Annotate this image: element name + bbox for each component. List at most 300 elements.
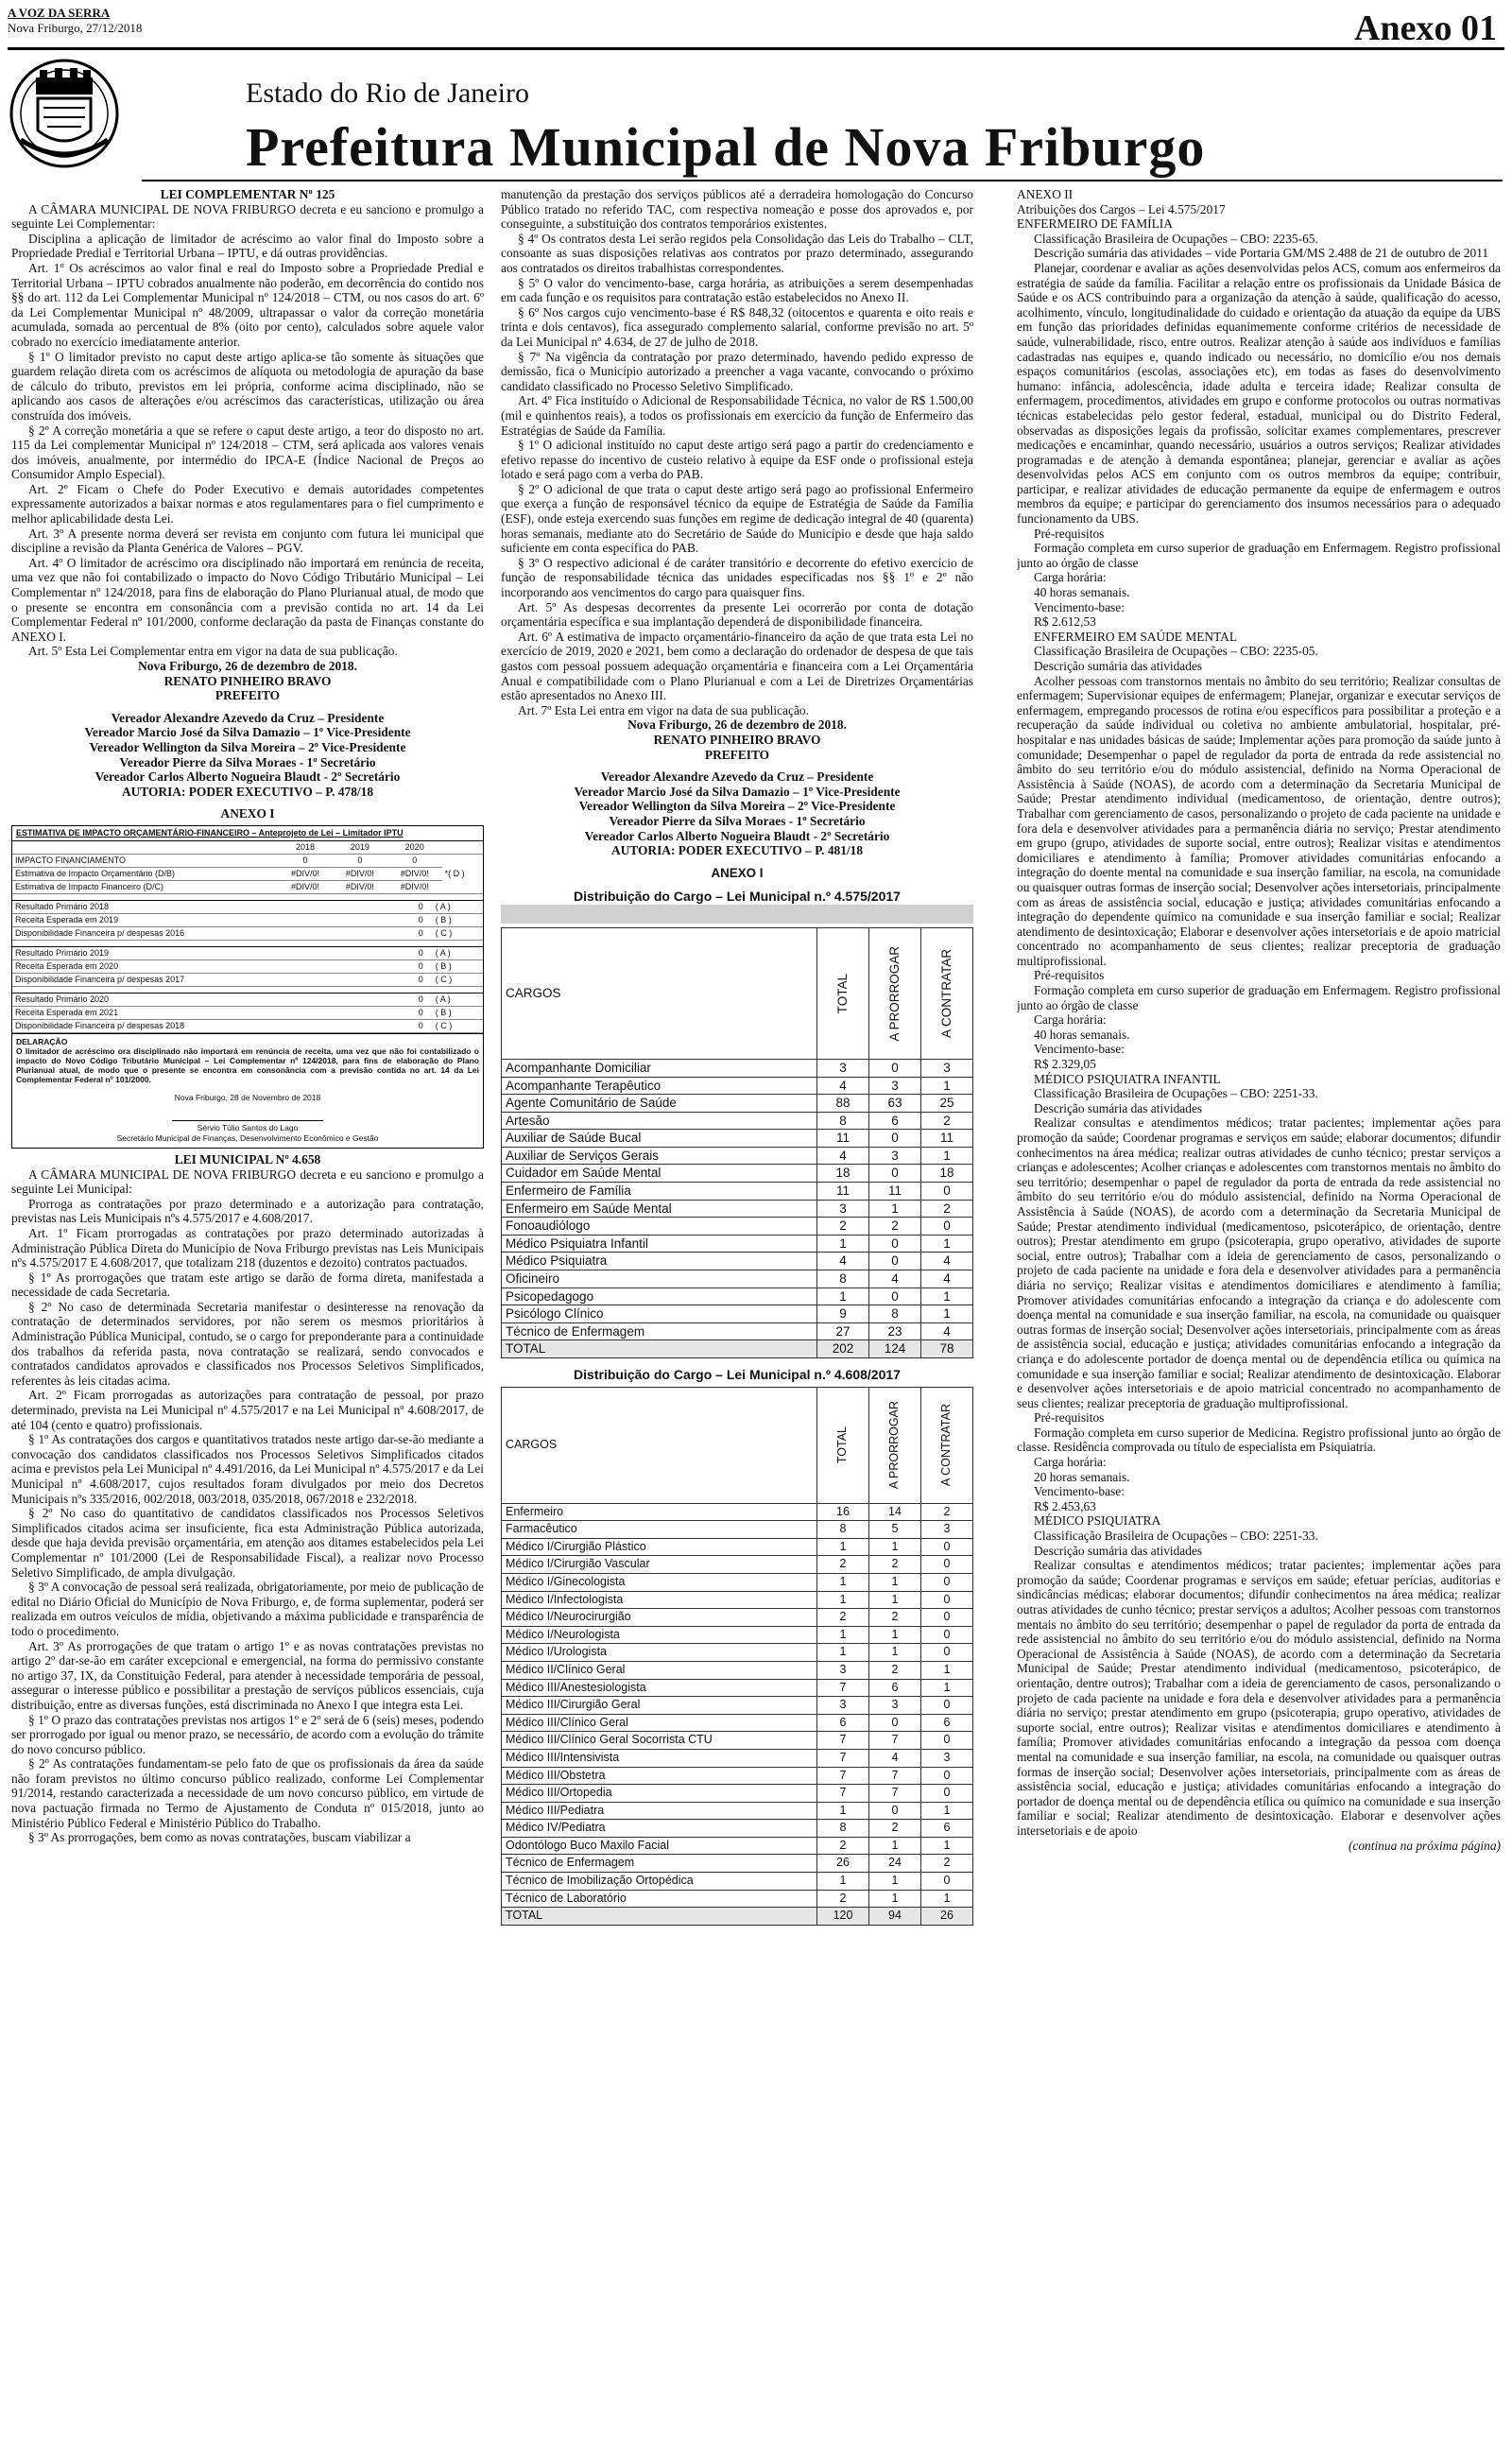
cargo-name: Auxiliar de Saúde Bucal — [502, 1130, 817, 1148]
cargo-count: 0 — [921, 1218, 973, 1236]
cargo-count: 2 — [817, 1556, 869, 1574]
table-row — [502, 1253, 973, 1270]
paragraph: Art. 1º Ficam prorrogadas as contratações por prazo determinado autorizadas à Administração Pública Direta do Município de Nova Friburgo previstas nas Leis Municipais nºs 4.575/2017 E 4.608/2017, que totalizam 218 (duzentos e dezoito) contratos pactuados. — [11, 1225, 484, 1270]
cargo-name: Médico III/Ortopedia — [502, 1785, 817, 1803]
cargo-count: 4 — [817, 1253, 869, 1270]
paragraph: Art. 5º As despesas decorrentes da presente Lei ocorrerão por conta de dotação orçamentária específica e sua implantação dependerá de disponibilidade financeira. — [501, 599, 973, 630]
table-row — [502, 1767, 973, 1785]
col-header-prorrogar: A PRORROGAR — [887, 945, 902, 1042]
total-row — [502, 1908, 973, 1926]
total-label: TOTAL — [502, 1908, 817, 1926]
cargo-count: 1 — [869, 1591, 921, 1609]
cargo-count: 1 — [869, 1573, 921, 1591]
mayor-title: PREFEITO — [215, 688, 281, 703]
result-label: Receita Esperada em 2021 — [12, 1006, 409, 1019]
cargo-name: Médico I/Cirurgião Vascular — [502, 1556, 817, 1574]
cargo-count: 0 — [921, 1183, 973, 1201]
cargo-count: 8 — [817, 1521, 869, 1539]
result-value: 0 — [409, 1019, 433, 1032]
role-description-title: Descrição sumária das atividades — [1034, 659, 1203, 673]
result-label: Resultado Primário 2018 — [12, 900, 409, 913]
state-name: Estado do Rio de Janeiro — [246, 78, 529, 109]
role-title: MÉDICO PSIQUIATRA INFANTIL — [1034, 1071, 1221, 1086]
cargo-name: Médico III/Clínico Geral — [502, 1714, 817, 1732]
mayor-name: RENATO PINHEIRO BRAVO — [163, 673, 332, 688]
paragraph: Art. 4º Fica instituído o Adicional de Responsabilidade Técnica, no valor de R$ 1.500,00 (mil e quinhentos reais), a todos os profissionais em exercício da função de Enfermeiro das Estratégias de Saúde da Família. — [501, 393, 973, 438]
cargo-name: Médico Psiquiatra — [502, 1253, 817, 1270]
cargo-count: 0 — [921, 1785, 973, 1803]
cargo-count: 0 — [869, 1287, 921, 1305]
cargo-count: 1 — [817, 1538, 869, 1556]
cargo-name: Técnico de Enfermagem — [502, 1322, 817, 1340]
cargo-count: 4 — [869, 1270, 921, 1288]
result-value: 0 — [409, 900, 433, 913]
impact-value: #DIV/0! — [333, 867, 387, 880]
role-salary-title: Vencimento-base: — [1034, 1484, 1125, 1499]
declaration-signature — [12, 1087, 483, 1148]
cargo-count: 2 — [921, 1503, 973, 1521]
result-code: ( C ) — [433, 926, 483, 940]
paragraph: § 2º No caso do quantitativo de candidatos classificados nos Processos Seletivos Simplificados citados acima ser insuficiente, fica esta Administração Pública autorizada, desde que haja devida previsão orçamentária, em atenção aos ditames estabelecidos pela Lei Complementar nº 101/2000 (Lei de Responsabilidade Fiscal), a realizar novo Processo Seletivo Simplificado, de ampla divulgação. — [11, 1506, 484, 1580]
table-row — [502, 1287, 973, 1305]
impact-note: *( D ) — [442, 854, 483, 893]
paragraph: § 2º As contratações fundamentam-se pelo fato de que os profissionais da área da saúde não foram previstos no último concurso público realizado, conforme Lei Complementar 91/2014, restando caracterizada a necessidade de um novo concurso público, em virtude de nova pactuação firmada no Termo de Ajustamento de Conduta nº 015/2018, junto ao Ministério Público Federal e Ministério Público do Trabalho. — [11, 1756, 484, 1830]
cargo-name: Técnico de Imobilização Ortopédica — [502, 1873, 817, 1891]
table-row — [502, 1714, 973, 1732]
masthead — [142, 57, 1503, 181]
cargo-count: 3 — [921, 1749, 973, 1767]
signatory: Vereador Marcio José da Silva Damazio – 1º Vice-Presidente — [574, 784, 901, 799]
table-row — [502, 1305, 973, 1323]
cargo-count: 4 — [921, 1270, 973, 1288]
result-block — [12, 993, 483, 1033]
cargo-count: 2 — [869, 1820, 921, 1838]
law-title: LEI COMPLEMENTAR Nº 125 — [160, 187, 335, 201]
table-row — [502, 1200, 973, 1218]
cargo-count: 7 — [817, 1732, 869, 1750]
cargo-name: Médico I/Infectologista — [502, 1591, 817, 1609]
table-title: Distribuição do Cargo – Lei Municipal n.º 4.608/2017 — [574, 1367, 901, 1382]
impact-estimate-sheet — [11, 825, 484, 1149]
cargo-count: 3 — [869, 1147, 921, 1165]
result-code: ( C ) — [433, 973, 483, 986]
cargo-count: 11 — [817, 1130, 869, 1148]
role-title: ENFERMEIRO EM SAÚDE MENTAL — [1034, 629, 1238, 644]
cargo-count: 0 — [921, 1556, 973, 1574]
cargo-count: 1 — [817, 1287, 869, 1305]
result-block — [12, 946, 483, 987]
column-1 — [11, 187, 484, 2442]
result-code: ( A ) — [433, 900, 483, 913]
signatory: Vereador Marcio José da Silva Damazio – 1º Vice-Presidente — [84, 725, 411, 740]
table-row — [502, 1556, 973, 1574]
table-row — [502, 1890, 973, 1908]
cargo-count: 1 — [869, 1837, 921, 1855]
cargo-count: 2 — [869, 1661, 921, 1679]
paragraph: § 1º As prorrogações que tratam este artigo se darão de forma direta, manifestada a necessidade de cada Secretaria. — [11, 1270, 484, 1300]
newspaper-name: A VOZ DA SERRA — [8, 6, 111, 20]
role-description: Planejar, coordenar e avaliar as ações desenvolvidas pelos ACS, comum aos enfermeiros da estratégia de saúde da família. Facilitar a relação entre os profissionais da Unidade Básica de Saúde e os ACS contribuindo para a organização da atenção à saúde, qualificação do acesso, acolhimento, vínculo, longitudinalidade do cuidado e orientação da atuação da equipe da UBS em função das prioridades definidas equanimemente conforme critérios de necessidade de saúde, vulnerabilidade, risco, entre outros. Realizar atenção à saúde aos indivíduos e famílias cadastradas nas equipes e, quando indicado ou necessário, no domicílio e/ou nos demais espaços comunitários (escolas, associações etc), em todas as fases do desenvolvimento humano: infância, adolescência, idade adulta e terceira idade; Realizar consulta de enfermagem, procedimentos, atividades em grupo e conforme protocolos ou outras normativas técnicas estabelecidas pelo gestor federal, estadual, municipal ou do Distrito Federal, observadas as disposições legais da profissão, solicitar exames complementares, prescrever medicações e encaminhar, quando necessário, usuários a outros serviços; Realizar atividades programadas e de atenção à demanda espontânea; planejar, gerenciar e avaliar as ações desenvolvidas pelos ACS em conjunto com os outros membros da equipe; contribuir, participar, e realizar atividades de educação permanente da equipe de enfermagem e outros membros da equipe; e participar do gerenciamento dos insumos necessários para o adequado funcionamento da UBS. — [1017, 260, 1501, 527]
paragraph: § 3º O respectivo adicional é de caráter transitório e decorrente do efetivo exercício de função de responsabilidade técnica das unidades especificadas nos §§ 1º e 2º não incorporando aos vencimentos do cargo para quaisquer fins. — [501, 555, 973, 600]
cargo-count: 1 — [869, 1873, 921, 1891]
cargo-count: 11 — [869, 1183, 921, 1201]
result-code: ( A ) — [433, 993, 483, 1006]
impact-value: #DIV/0! — [387, 880, 442, 893]
paragraph: Art. 7º Esta Lei entra em vigor na data de sua publicação. — [518, 702, 809, 717]
year-header: 2019 — [333, 841, 387, 855]
result-value: 0 — [409, 993, 433, 1006]
continued-note: (continua na próxima página) — [1348, 1838, 1501, 1853]
cargo-count: 2 — [921, 1855, 973, 1873]
total-value: 120 — [817, 1908, 869, 1926]
cargo-count: 18 — [817, 1165, 869, 1183]
cargo-count: 0 — [921, 1573, 973, 1591]
cargo-name: Médico III/Pediatra — [502, 1802, 817, 1820]
role-requirements-title: Pré-requisitos — [1034, 526, 1105, 541]
cargo-count: 7 — [817, 1679, 869, 1697]
role-salary-title: Vencimento-base: — [1034, 1042, 1125, 1057]
cargo-count: 8 — [817, 1270, 869, 1288]
cargo-count: 1 — [921, 1802, 973, 1820]
total-value: 78 — [921, 1340, 973, 1358]
table-row — [502, 1609, 973, 1627]
year-header: 2020 — [387, 841, 442, 855]
cargo-count: 1 — [921, 1661, 973, 1679]
signatory: Vereador Pierre da Silva Moraes - 1º Secretário — [609, 813, 866, 828]
impact-value: #DIV/0! — [333, 880, 387, 893]
impact-value: #DIV/0! — [387, 867, 442, 880]
cargo-name: Enfermeiro — [502, 1503, 817, 1521]
table-row — [502, 1749, 973, 1767]
cargo-name: Psicopedagogo — [502, 1287, 817, 1305]
cargo-count: 1 — [869, 1626, 921, 1644]
role-requirements: Formação completa em curso superior de graduação em Enfermagem. Registro profissional junto ao órgão de classe — [1017, 541, 1501, 570]
signing-date: Nova Friburgo, 26 de dezembro de 2018. — [627, 717, 847, 733]
paragraph: manutenção da prestação dos serviços públicos até a derradeira homologação do Concurso Público tratado no referido TAC, com respectiva nomeação e posse dos aprovados e, por conseguinte, a substituição dos contratos temporários existentes. — [501, 187, 973, 232]
cargo-count: 23 — [869, 1322, 921, 1340]
signatory: Vereador Carlos Alberto Nogueira Blaudt - 2º Secretário — [94, 769, 401, 785]
result-label: Disponibilidade Financeira p/ despesas 2018 — [12, 1019, 409, 1032]
cargo-table-body — [502, 1503, 973, 1908]
cargo-count: 1 — [817, 1573, 869, 1591]
paragraph: Art. 5º Esta Lei Complementar entra em vigor na data de sua publicação. — [28, 644, 398, 659]
table-row — [502, 1732, 973, 1750]
role-description: Realizar consultas e atendimentos médicos; tratar pacientes; implementar ações para promoção da saúde; Coordenar programas e serviços em saúde; elaborar documentos; difundir conhecimentos na área médica; realizar outras atividades de cunho técnico; prestar serviços a crianças e adolescentes; Acolher crianças e adolescentes com transtornos mentais no âmbito do seu território; desempenhar o papel de regulador da porta de entrada da rede assistencial no âmbito do seu território e/ou do módulo assistencial, definido na Norma Operacional de Assistência à Saúde (NOAS), de acordo com a determinação da Secretaria Municipal de Saúde; Prestar atendimento individual (medicamentoso, psicoterápico, de orientação, dentre outros); Prestar atendimento em grupo (psicoterapia, grupo operativo, atividades de suporte social, entre outros); Trabalhar com a ideia de gerenciamento de casos, personalizando o projeto de cada paciente na unidade e fora dela e desenvolver atividades para a permanência diária no serviço; Realizar visitas e atendimentos domiciliares e atendimento à família; Promover atividades comunitárias enfocando a integração da criança e do adolescente com doença mental na comunidade e sua inserção familiar, na escola, na comunidade ou quaisquer outras formas de inserção social; Desenvolver ações intersetoriais, principalmente com as áreas de assistência social, educação e justiça; atividades comunitárias enfocando a integração da criança e do adolescente portador de doença mental ou de dependência etílica ou química na comunidade e sua inserção familiar e social; Realizar atendimento de desintoxicação. Elaborar e desenvolver ações intersetoriais e de apoio matricial concentrado no acompanhamento de seus clientes; realizar preceptoria de graduação multiprofissional. — [1017, 1115, 1501, 1410]
cargo-count: 2 — [817, 1837, 869, 1855]
cargo-name: Médico III/Clínico Geral Socorrista CTU — [502, 1732, 817, 1750]
table-row — [502, 1785, 973, 1803]
cargo-count: 3 — [921, 1521, 973, 1539]
cargo-count: 1 — [869, 1538, 921, 1556]
table-row — [502, 1503, 973, 1521]
cargo-name: Enfermeiro em Saúde Mental — [502, 1200, 817, 1218]
cargo-count: 26 — [817, 1855, 869, 1873]
paragraph: Prorroga as contratações por prazo determinado e a autorização para contratação, previstas nas Leis Municipais nºs 4.575/2017 e 4.608/2017. — [11, 1196, 484, 1226]
impact-label: Estimativa de Impacto Orçamentário (D/B) — [12, 867, 278, 880]
table-row — [502, 1521, 973, 1539]
annex-label: Anexo 01 — [1354, 9, 1497, 48]
paragraph: A CÂMARA MUNICIPAL DE NOVA FRIBURGO decreta e eu sanciono e promulgo a seguinte Lei Municipal: — [11, 1167, 484, 1197]
paragraph: § 4º Os contratos desta Lei serão regidos pela Consolidação das Leis do Trabalho – CLT, consoante as suas disposições relativas aos contratos por prazo determinado, assegurando aos contratados os direitos trabalhistas correspondentes. — [501, 231, 973, 275]
total-value: 124 — [869, 1340, 921, 1358]
table-shading — [501, 905, 973, 924]
role-salary: R$ 2.453,63 — [1034, 1498, 1096, 1513]
cargo-name: Agente Comunitário de Saúde — [502, 1095, 817, 1113]
cargo-count: 3 — [869, 1697, 921, 1715]
cargo-count: 7 — [817, 1785, 869, 1803]
column-3 — [1017, 187, 1501, 2442]
signatory: Vereador Alexandre Azevedo da Cruz – Presidente — [111, 710, 385, 725]
cargo-count: 1 — [921, 1305, 973, 1323]
cargo-count: 6 — [817, 1714, 869, 1732]
cargo-count: 7 — [817, 1749, 869, 1767]
cargo-name: Enfermeiro de Família — [502, 1183, 817, 1201]
cargo-count: 6 — [921, 1714, 973, 1732]
cargo-count: 4 — [921, 1253, 973, 1270]
role-hours-title: Carga horária: — [1034, 1455, 1107, 1470]
mayor-title: PREFEITO — [704, 747, 770, 762]
role-description-title: Descrição sumária das atividades — [1034, 1100, 1203, 1115]
role-title: ENFERMEIRO DE FAMÍLIA — [1017, 216, 1173, 232]
cargo-name: Médico III/Cirurgião Geral — [502, 1697, 817, 1715]
role-requirements-title: Pré-requisitos — [1034, 968, 1105, 983]
result-value: 0 — [409, 959, 433, 973]
table-row — [502, 1130, 973, 1148]
cargo-count: 1 — [921, 1287, 973, 1305]
signature-role: Secretário Municipal de Finanças, Desenvolvimento Econômico e Gestão — [116, 1132, 379, 1143]
col-header-cargos: CARGOS — [502, 1387, 817, 1503]
cargo-count: 2 — [817, 1218, 869, 1236]
cargo-count: 16 — [817, 1503, 869, 1521]
cargo-count: 1 — [869, 1644, 921, 1662]
table-row — [502, 1147, 973, 1165]
role-hours-title: Carga horária: — [1034, 1012, 1107, 1028]
cargo-count: 2 — [921, 1112, 973, 1130]
year-header: 2018 — [278, 841, 333, 855]
impact-value: 0 — [278, 854, 333, 867]
cargo-count: 11 — [817, 1183, 869, 1201]
table-title: Distribuição do Cargo – Lei Municipal n.º 4.575/2017 — [574, 889, 901, 905]
cargo-count: 18 — [921, 1165, 973, 1183]
cargo-count: 0 — [869, 1714, 921, 1732]
result-code: ( B ) — [433, 1006, 483, 1019]
role-cbo: Classificação Brasileira de Ocupações – CBO: 2235-05. — [1034, 644, 1318, 659]
cargo-name: Odontólogo Buco Maxilo Facial — [502, 1837, 817, 1855]
table-row — [502, 1077, 973, 1095]
law-title: LEI MUNICIPAL Nº 4.658 — [174, 1151, 321, 1167]
cargo-count: 1 — [817, 1591, 869, 1609]
role-hours: 40 horas semanais. — [1034, 585, 1130, 600]
cargo-count: 2 — [869, 1609, 921, 1627]
cargo-count: 5 — [869, 1521, 921, 1539]
paragraph: § 1º O prazo das contratações previstas nos artigos 1º e 2º será de 6 (seis) meses, podendo ser prorrogado por igual ou menor prazo, se necessário, de acordo com a evolução do trâmite do novo concurso público. — [11, 1712, 484, 1756]
declaration-text: O limitador de acréscimo ora disciplinado não importará em renúncia de receita, uma vez que não foi contabilizado o impacto do Novo Código Tributário Municipal – Lei Complementar nº 124/2018, para fins de elaboração do Plano Plurianual atual, de modo que o presente se encontra em consonância com a previsão contida no art. 14 da Lei Complementar Federal nº 101/2000. — [16, 1046, 479, 1084]
cargo-count: 1 — [921, 1147, 973, 1165]
role-requirements: Formação completa em curso superior de graduação em Enfermagem. Registro profissional junto ao órgão de classe — [1017, 983, 1501, 1012]
role-cbo: Classificação Brasileira de Ocupações – CBO: 2251-33. — [1034, 1086, 1318, 1101]
impact-label: Estimativa de Impacto Financeiro (D/C) — [12, 880, 278, 893]
cargo-name: Médico I/Urologista — [502, 1644, 817, 1662]
col-header-prorrogar: A PRORROGAR — [887, 1401, 902, 1490]
total-value: 26 — [921, 1908, 973, 1926]
table-row — [502, 1112, 973, 1130]
declaration-label: DELARAÇÃO — [16, 1036, 68, 1046]
table-row — [502, 1165, 973, 1183]
cargo-count: 2 — [921, 1200, 973, 1218]
role-description: Realizar consultas e atendimentos médicos; tratar pacientes; implementar ações para promoção da saúde; Coordenar programas e serviços em saúde; efetuar perícias, auditorias e sindicâncias médicas; elaborar documentos; difundir conhecimentos na área médica; realizar outras atividades de cunho técnico; prestar serviços a adultos; Acolher pessoas com transtornos mentais no âmbito do seu território; desempenhar o papel de regulador da porta de entrada da rede assistencial no âmbito do seu território e/ou do módulo assistencial, definido na Norma Operacional de Assistência à Saúde (NOAS), de acordo com a determinação da Secretaria Municipal de Saúde; Prestar atendimento individual (medicamentoso, psicoterápico, de orientação, dentre outros); Trabalhar com a ideia de gerenciamento de casos, personalizando o projeto de cada paciente na unidade e fora dela e desenvolver atividades para a permanência diária no serviço; prestar atendimento em grupo (psicoterapia, grupo operativo, atividades de suporte social, entre outros); Realizar visitas e atendimentos domiciliares e atendimento à família; Promover atividades comunitárias enfocando a integração da pessoa com doença mental na comunidade e sua inserção familiar, na escola, na comunidade ou quaisquer outras formas de inserção social; Desenvolver ações intersetoriais, principalmente com as áreas de assistência social, educação e justiça; atividades comunitárias enfocando a integração do portador de doença mental ou de dependência etílica ou químico na comunidade e sua inserção familiar e social; Realizar atendimento de desintoxicação. Elaborar e desenvolver ações intersetoriais e de apoio — [1017, 1558, 1501, 1838]
paragraph: Art. 3º A presente norma deverá ser revista em conjunto com futura lei municipal que discipline a revisão da Planta Genérica de Valores – PGV. — [11, 526, 484, 556]
signatory: Vereador Pierre da Silva Moraes - 1º Secretário — [119, 754, 376, 769]
table-row — [502, 1538, 973, 1556]
cargo-name: Médico III/Anestesiologista — [502, 1679, 817, 1697]
cargo-table-body — [502, 1059, 973, 1340]
cargo-name: Médico III/Intensivista — [502, 1749, 817, 1767]
impact-value: #DIV/0! — [278, 867, 333, 880]
cargo-name: Cuidador em Saúde Mental — [502, 1165, 817, 1183]
cargo-count: 4 — [817, 1077, 869, 1095]
cargo-count: 0 — [869, 1059, 921, 1077]
table-row — [502, 1820, 973, 1838]
cargo-count: 1 — [817, 1644, 869, 1662]
cargo-name: Fonoaudiólogo — [502, 1218, 817, 1236]
cargo-count: 1 — [921, 1679, 973, 1697]
cargo-count: 1 — [817, 1873, 869, 1891]
result-label: Receita Esperada em 2019 — [12, 913, 409, 926]
role-description-title: Descrição sumária das atividades – vide Portaria GM/MS 2.488 de 21 de outubro de 2011 — [1034, 246, 1489, 261]
table-row — [502, 1679, 973, 1697]
paragraph: § 1º As contratações dos cargos e quantitativos tratados neste artigo dar-se-ão mediante a convocação dos candidatos classificados nos Processos Seletivos Simplificados citados acima e previstos pela Lei Municipal nº 4.491/2016, da Lei Municipal nº 4.575/2017 e da Lei Municipal nº 4.608/2017, cujos resultados foram divulgados por meio dos Decretos Municipais nºs 335/2016, 002/2018, 003/2018, 035/2018, 067/2018 e 232/2018. — [11, 1432, 484, 1506]
paragraph: § 2º O adicional de que trata o caput deste artigo será pago ao profissional Enfermeiro que exerça a função de responsável técnico da equipe de Estratégia de Saúde da Família (ESF), onde esteja exercendo suas funções em regime de dedicação integral de 40 (quarenta) horas semanais, mediante ato do Secretário de Saúde do Município e desde que haja saldo suficiente em conta específica do PAB. — [501, 481, 973, 556]
signing-date: Nova Friburgo, 26 de dezembro de 2018. — [138, 659, 357, 673]
col-header-contratar: A CONTRATAR — [939, 948, 954, 1038]
table-row — [502, 1270, 973, 1288]
result-code: ( B ) — [433, 959, 483, 973]
result-label: Receita Esperada em 2020 — [12, 959, 409, 973]
paragraph: Disciplina a aplicação de limitador de acréscimo ao valor final do Imposto sobre a Propriedade Predial e Territorial Urbana – IPTU, e dá outras providências. — [11, 231, 484, 261]
paragraph: § 1º O limitador previsto no caput deste artigo aplica-se tão somente às situações que guardem relação direta com os acréscimos de alíquota ou metodologia de apuração da base de cálculo do tributo, previstos em lei própria, conforme acima disciplinado, não se aplicando aos casos de alterações e/ou acréscimos das características, utilização ou área construída dos imóveis. — [11, 349, 484, 423]
cargo-count: 6 — [869, 1679, 921, 1697]
result-value: 0 — [409, 1006, 433, 1019]
cargo-count: 3 — [817, 1661, 869, 1679]
col-header-total: TOTAL — [835, 973, 850, 1014]
total-label: TOTAL — [502, 1340, 817, 1358]
impact-value: 0 — [387, 854, 442, 867]
cargo-name: Médico I/Cirurgião Plástico — [502, 1538, 817, 1556]
cargo-name: Acompanhante Terapêutico — [502, 1077, 817, 1095]
cargo-count: 3 — [921, 1059, 973, 1077]
cargo-count: 3 — [817, 1200, 869, 1218]
col-header-total: TOTAL — [835, 1426, 850, 1464]
role-title: MÉDICO PSIQUIATRA — [1034, 1513, 1161, 1529]
table-row — [502, 1095, 973, 1113]
result-code: ( B ) — [433, 913, 483, 926]
cargo-count: 0 — [869, 1802, 921, 1820]
signatory: Vereador Wellington da Silva Moreira – 2º Vice-Presidente — [89, 739, 406, 754]
cargo-count: 6 — [921, 1820, 973, 1838]
cargo-count: 63 — [869, 1095, 921, 1113]
total-row — [502, 1340, 973, 1358]
role-hours-title: Carga horária: — [1034, 570, 1107, 585]
cargo-count: 2 — [817, 1890, 869, 1908]
cargo-count: 7 — [817, 1767, 869, 1785]
city-hall-title: Prefeitura Municipal de Nova Friburgo — [246, 116, 1206, 178]
result-value: 0 — [409, 913, 433, 926]
cargo-count: 1 — [921, 1837, 973, 1855]
result-value: 0 — [409, 926, 433, 940]
table-row — [502, 1591, 973, 1609]
role-requirements-title: Pré-requisitos — [1034, 1410, 1105, 1426]
role-hours: 40 horas semanais. — [1034, 1027, 1130, 1042]
cargo-name: Acompanhante Domiciliar — [502, 1059, 817, 1077]
table-row — [502, 1322, 973, 1340]
cargo-count: 0 — [921, 1767, 973, 1785]
cargo-count: 0 — [869, 1235, 921, 1253]
cargo-table-4608 — [501, 1387, 973, 1926]
cargo-count: 7 — [869, 1785, 921, 1803]
cargo-count: 1 — [921, 1890, 973, 1908]
paragraph: Art. 1º Os acréscimos ao valor final e real do Imposto sobre a Propriedade Predial e Territorial Urbana – IPTU cobrados anualmente não poderão, em decorrência do contido nos §§ do art. 112 da Lei Complementar Municipal nº 124/2018 – CTM, ou nos casos do art. 6º da Lei Complementar Municipal nº 48/2009, ultrapassar o valor da correção monetária acumulada, somada ao percentual de 8% (oito por cento), calculados sobre aquele valor cobrado no exercício imediatamente anterior. — [11, 260, 484, 349]
cargo-count: 0 — [921, 1538, 973, 1556]
total-value: 94 — [869, 1908, 921, 1926]
table-row — [502, 1855, 973, 1873]
cargo-name: Oficineiro — [502, 1270, 817, 1288]
cargo-count: 9 — [817, 1305, 869, 1323]
role-requirements: Formação completa em curso superior de Medicina. Registro profissional junto ao órgão de classe. Residência comprovada ou título de especialista em Psiquiatria. — [1017, 1425, 1501, 1455]
signature-name: Sérvio Túlio Santos do Lago — [197, 1122, 299, 1132]
cargo-count: 1 — [817, 1802, 869, 1820]
paragraph: Art. 3º As prorrogações de que tratam o artigo 1º e as novas contratações previstas no artigo 2º dar-se-ão em caráter excepcional e emergencial, na forma do permissivo constante no artigo 37, IX, da Constituição Federal, para atender à necessidade temporária de pessoal, assegurar o interesse público e possibilitar a prestação de serviços públicos essenciais, cuja distribuição, entre as diversas funções, está discriminada no Anexo I que integra esta Lei. — [11, 1638, 484, 1712]
impact-value: 0 — [333, 854, 387, 867]
cargo-name: Técnico de Laboratório — [502, 1890, 817, 1908]
cargo-count: 1 — [817, 1235, 869, 1253]
table-row — [502, 1183, 973, 1201]
cargo-count: 25 — [921, 1095, 973, 1113]
cargo-count: 0 — [869, 1253, 921, 1270]
role-salary: R$ 2.329,05 — [1034, 1057, 1096, 1072]
signatory: Vereador Wellington da Silva Moreira – 2º Vice-Presidente — [578, 799, 896, 814]
cargo-count: 4 — [869, 1749, 921, 1767]
table-row — [502, 1661, 973, 1679]
annex-title: ANEXO II — [1017, 187, 1074, 201]
signature-date: Nova Friburgo, 28 de Novembro de 2018 — [174, 1092, 321, 1102]
cargo-count: 88 — [817, 1095, 869, 1113]
paragraph: § 3º A convocação de pessoal será realizada, obrigatoriamente, por meio de publicação de edital no Diário Oficial do Município de Nova Friburgo, e, de forma suplementar, poderá ser realizada em outros veículos de mídia, objetivando a máxima publicidade e transparência de todo o procedimento. — [11, 1580, 484, 1638]
cargo-count: 0 — [921, 1644, 973, 1662]
impact-label: IMPACTO FINANCIAMENTO — [12, 854, 278, 867]
table-row — [502, 1235, 973, 1253]
role-description: Acolher pessoas com transtornos mentais no âmbito do seu território; Realizar consultas de enfermagem; Supervisionar equipes de enfermagem; Planejar, organizar e executar serviços de enfermagem, empregando processos de rotina e/ou específicos para possibilitar a proteção e a recuperação da saúde individual ou coletiva no ambiente ambulatorial, hospitalar, pré-hospitalar e nas unidades básicas de saúde; Implementar ações para promoção da saúde junto à comunidade; Desempenhar o papel de regulador da porta de entrada da rede assistencial no âmbito do seu território e/ou do módulo assistencial, definido na Norma Operacional de Assistência à Saúde (NOAS), de acordo com a determinação da Secretaria Municipal de Saúde; Prestar atendimento individual (medicamentoso, de orientação, dentre outros); Trabalhar com gerenciamento de casos, personalizando o projeto de cada paciente na unidade e fora dela e desenvolver atividades para a permanência diária no serviço; Prestar atendimento em grupo (grupo, atividades de suporte social, entre outros); Realizar visitas e atendimentos domiciliares e atendimento à família; Promover atividades comunitárias enfocando a integração do doente mental na comunidade e sua inserção familiar, na escola, na comunidade ou quaisquer outras formas de inserção social; Desenvolver ações intersetoriais, principalmente com as áreas de assistência social, educação e justiça; atividades comunitárias enfocando a integração do dependente químico na comunidade e sua inserção familiar e social; Realizar atendimento de desintoxicação; Elaborar e desenvolver ações intersetoriais e de apoio matricial concentrado no acompanhamento de seus clientes; realizar preceptoria de graduação multiprofissional. — [1017, 673, 1501, 968]
cargo-count: 8 — [817, 1112, 869, 1130]
cargo-name: Médico I/Neurologista — [502, 1626, 817, 1644]
paragraph: § 5º O valor do vencimento-base, carga horária, as atribuições a serem desempenhadas em cada função e os requisitos para contratação estão estabelecidos no Anexo II. — [501, 275, 973, 305]
cargo-count: 3 — [869, 1077, 921, 1095]
cargo-count: 7 — [869, 1767, 921, 1785]
paragraph: Art. 2º Ficam o Chefe do Poder Executivo e demais autoridades competentes expressamente autorizados a baixar normas e atos regulamentares para o fiel cumprimento e melhor aplicabilidade desta Lei. — [11, 481, 484, 527]
signatory: Vereador Alexandre Azevedo da Cruz – Presidente — [600, 769, 874, 785]
annex-title: ANEXO I — [711, 865, 764, 880]
table-row — [502, 1802, 973, 1820]
cargo-count: 0 — [921, 1873, 973, 1891]
signatory: Vereador Carlos Alberto Nogueira Blaudt - 2º Secretário — [584, 828, 890, 843]
table-row — [502, 1059, 973, 1077]
cargo-count: 3 — [817, 1059, 869, 1077]
table-row — [502, 1697, 973, 1715]
estimate-title: ESTIMATIVA DE IMPACTO ORÇAMENTÁRIO-FINANCEIRO – Anteprojeto de Lei – Limitador IPTU — [12, 826, 483, 841]
cargo-name: Médico II/Clínico Geral — [502, 1661, 817, 1679]
column-2 — [501, 187, 973, 2442]
top-strip — [8, 6, 1504, 50]
cargo-count: 0 — [921, 1609, 973, 1627]
